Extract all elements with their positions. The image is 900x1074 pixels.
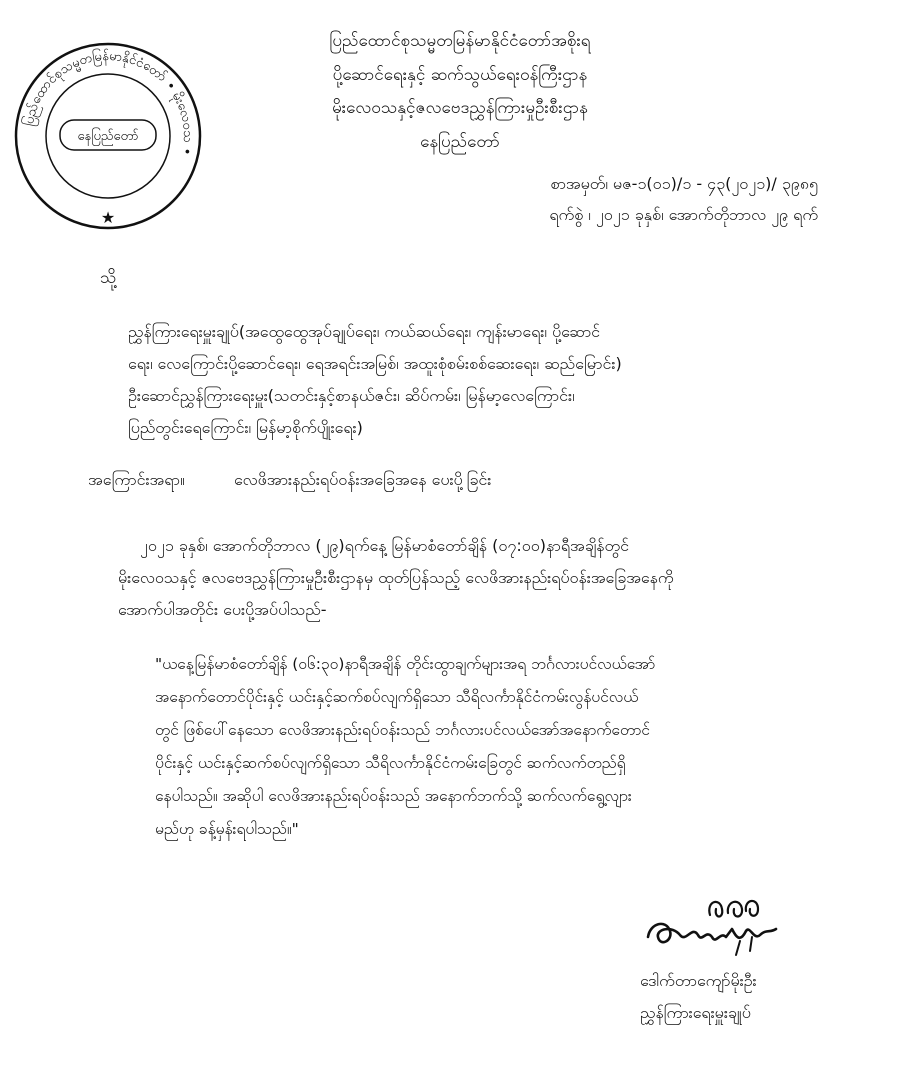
- addressee-line: ပြည်တွင်းရေကြောင်း၊ မြန်မာ့စိုက်ပျိုးရေး): [128, 418, 363, 437]
- body-paragraph: [118, 530, 828, 626]
- header-department: မိုးလေဝသနှင့်ဇလဗေဒညွှန်ကြားမှုဦးစီးဌာန: [332, 98, 588, 118]
- quote-line: နေပါသည်။ အဆိုပါ လေဖိအားနည်းရပ်ဝန်းသည် အနောက်ဘက်သို့ ဆက်လက်ရွေ့လျား: [155, 787, 632, 805]
- quoted-bulletin: [155, 648, 845, 846]
- quote-line: "ယနေ့မြန်မာစံတော်ချိန် (၀၆:၃၀)နာရီအချိန် တိုင်းထွာချက်များအရ ဘင်္ဂလားပင်လယ်အော်: [155, 655, 656, 673]
- quote-line: အနောက်တောင်ပိုင်းနှင့် ယင်းနှင့်ဆက်စပ်လျက်ရှိသော သီရိလင်္ကာနိုင်ငံကမ်းလွန်ပင်လယ်: [155, 688, 639, 706]
- signer-title: ညွှန်ကြားရေးမှူးချုပ်: [640, 1003, 751, 1022]
- signer-block: [640, 965, 757, 1029]
- addressee-block: [128, 316, 788, 444]
- subject-label: အကြောင်းအရာ။: [88, 470, 185, 489]
- official-seal: [10, 38, 206, 234]
- quote-line: ပိုင်းနှင့် ယင်းနှင့်ဆက်စပ်လျက်ရှိသော သီရိလင်္ကာနိုင်ငံကမ်းခြေတွင် ဆက်လက်တည်ရှိ: [155, 754, 626, 772]
- handwritten-signature: [640, 885, 790, 965]
- seal-ring-text: ပြည်ထောင်စုသမ္မတမြန်မာနိုင်ငံတော် • မိုးလေဝသ •: [21, 48, 196, 157]
- to-label: သို့: [100, 268, 117, 288]
- reference-number: စာအမှတ်၊ မဇ-၁(၀၁)/၁ - ၄၃(၂၀၂၁)/ ၃၉၈၅: [550, 174, 818, 193]
- addressee-line: ရေး၊ လေကြောင်းပို့ဆောင်ရေး၊ ရေအရင်းအမြစ်၊ အထူးစုံစမ်းစစ်ဆေးရေး၊ ဆည်မြောင်း): [128, 354, 622, 373]
- subject-line: [88, 469, 491, 493]
- header-government: ပြည်ထောင်စုသမ္မတမြန်မာနိုင်ငံတော်အစိုးရ: [329, 31, 591, 51]
- body-line: ၂၀၂၁ ခုနှစ်၊ အောက်တိုဘာလ (၂၉)ရက်နေ့ မြန်မာစံတော်ချိန် (၀၇:၀၀)နာရီအချိန်တွင်: [140, 536, 630, 555]
- subject-text: လေဖိအားနည်းရပ်ဝန်းအခြေအနေ ပေးပို့ခြင်း: [233, 470, 492, 489]
- body-line: အောက်ပါအတိုင်း ပေးပို့အပ်ပါသည်-: [118, 600, 327, 619]
- seal-star-icon: ★: [100, 208, 116, 227]
- addressee-line: ဦးဆောင်ညွှန်ကြားရေးမှူး(သတင်းနှင့်စာနယ်ဇင်း၊ ဆိပ်ကမ်း၊ မြန်မာ့လေကြောင်း၊: [128, 386, 575, 405]
- quote-line: မည်ဟု ခန့်မှန်းရပါသည်။": [155, 820, 299, 838]
- body-line: မိုးလေဝသနှင့် ဇလဗေဒညွှန်ကြားမှုဦးစီးဌာနမှ ထုတ်ပြန်သည့် လေဖိအားနည်းရပ်ဝန်းအခြေအနေကို: [118, 568, 674, 587]
- signer-name: ဒေါက်တာကျော်မိုးဦး: [640, 971, 757, 990]
- addressee-line: ညွှန်ကြားရေးမှူးချုပ်(အထွေထွေအုပ်ချုပ်ရေး၊ ကယ်ဆယ်ရေး၊ ကျန်းမာရေး၊ ပို့ဆောင်: [128, 322, 601, 341]
- letter-date: ရက်စွဲ ၊ ၂၀၂၁ ခုနှစ်၊ အောက်တိုဘာလ ၂၉ ရက်: [549, 205, 818, 224]
- header-ministry: ပို့ဆောင်ရေးနှင့် ဆက်သွယ်ရေးဝန်ကြီးဌာန: [332, 65, 588, 85]
- seal-center-text: နေပြည်တော်: [77, 129, 139, 144]
- quote-line: တွင် ဖြစ်ပေါ်နေသော လေဖိအားနည်းရပ်ဝန်းသည် ဘင်္ဂလားပင်လယ်အော်အနောက်တောင်: [155, 721, 650, 739]
- header-location: နေပြည်တော်: [420, 132, 500, 152]
